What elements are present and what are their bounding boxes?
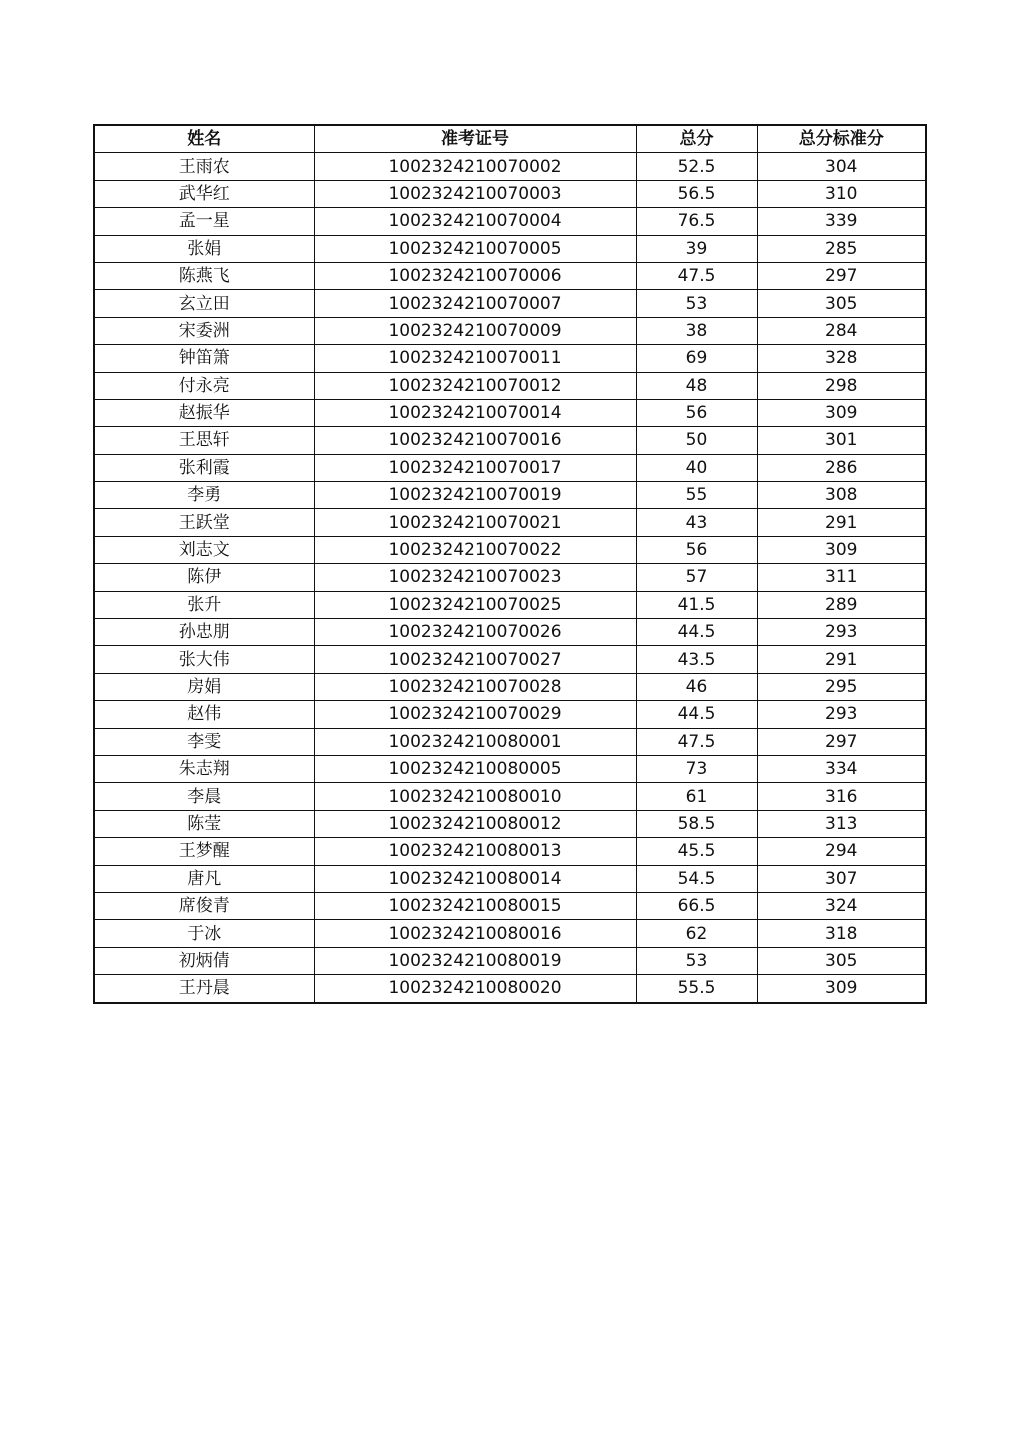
cell-name: 孟一星 [94,208,314,235]
cell-standard-score: 318 [757,920,926,947]
cell-exam-id: 1002324210070025 [314,591,636,618]
cell-total-score: 47.5 [636,262,757,289]
table-row [94,810,926,837]
cell-standard-score: 324 [757,892,926,919]
table-row [94,564,926,591]
cell-standard-score: 316 [757,783,926,810]
cell-name: 武华红 [94,180,314,207]
cell-exam-id: 1002324210080019 [314,947,636,974]
cell-name: 朱志翔 [94,755,314,782]
cell-name: 赵伟 [94,701,314,728]
cell-total-score: 53 [636,947,757,974]
table-row [94,262,926,289]
cell-total-score: 58.5 [636,810,757,837]
cell-total-score: 53 [636,290,757,317]
table-row [94,865,926,892]
cell-name: 张娟 [94,235,314,262]
cell-exam-id: 1002324210070003 [314,180,636,207]
cell-standard-score: 334 [757,755,926,782]
cell-exam-id: 1002324210070023 [314,564,636,591]
table-row [94,372,926,399]
cell-exam-id: 1002324210080013 [314,838,636,865]
cell-name: 张利霞 [94,454,314,481]
table-row [94,728,926,755]
cell-total-score: 48 [636,372,757,399]
table-row [94,180,926,207]
cell-standard-score: 297 [757,262,926,289]
table-row [94,838,926,865]
cell-total-score: 52.5 [636,153,757,180]
cell-name: 赵振华 [94,399,314,426]
cell-exam-id: 1002324210070005 [314,235,636,262]
cell-name: 宋委洲 [94,317,314,344]
cell-total-score: 50 [636,427,757,454]
table-row [94,290,926,317]
cell-standard-score: 311 [757,564,926,591]
cell-total-score: 44.5 [636,619,757,646]
cell-standard-score: 293 [757,619,926,646]
table-row [94,482,926,509]
cell-name: 王梦醒 [94,838,314,865]
cell-exam-id: 1002324210070012 [314,372,636,399]
cell-standard-score: 309 [757,399,926,426]
table-row [94,783,926,810]
table-row [94,427,926,454]
cell-total-score: 69 [636,345,757,372]
cell-name: 于冰 [94,920,314,947]
cell-exam-id: 1002324210070002 [314,153,636,180]
header-total-score: 总分 [636,125,757,153]
cell-name: 张升 [94,591,314,618]
cell-standard-score: 305 [757,947,926,974]
table-row [94,673,926,700]
cell-total-score: 56.5 [636,180,757,207]
table-row [94,591,926,618]
cell-total-score: 47.5 [636,728,757,755]
header-standard-score: 总分标准分 [757,125,926,153]
cell-exam-id: 1002324210080014 [314,865,636,892]
table-row [94,646,926,673]
cell-standard-score: 339 [757,208,926,235]
cell-name: 玄立田 [94,290,314,317]
cell-exam-id: 1002324210070004 [314,208,636,235]
cell-name: 唐凡 [94,865,314,892]
cell-exam-id: 1002324210080005 [314,755,636,782]
cell-total-score: 54.5 [636,865,757,892]
cell-exam-id: 1002324210070016 [314,427,636,454]
cell-exam-id: 1002324210070014 [314,399,636,426]
cell-standard-score: 328 [757,345,926,372]
cell-standard-score: 286 [757,454,926,481]
table-row [94,153,926,180]
header-name: 姓名 [94,125,314,153]
cell-total-score: 40 [636,454,757,481]
table-row [94,509,926,536]
table-row [94,454,926,481]
cell-name: 孙忠朋 [94,619,314,646]
table-row [94,619,926,646]
table-row [94,208,926,235]
table-row [94,399,926,426]
table-row [94,536,926,563]
table-row [94,947,926,974]
cell-total-score: 41.5 [636,591,757,618]
cell-standard-score: 284 [757,317,926,344]
cell-exam-id: 1002324210070029 [314,701,636,728]
cell-standard-score: 297 [757,728,926,755]
cell-name: 陈莹 [94,810,314,837]
cell-name: 王丹晨 [94,975,314,1003]
cell-name: 李雯 [94,728,314,755]
cell-standard-score: 310 [757,180,926,207]
table-row [94,317,926,344]
cell-name: 席俊青 [94,892,314,919]
cell-exam-id: 1002324210070006 [314,262,636,289]
cell-exam-id: 1002324210070027 [314,646,636,673]
cell-total-score: 61 [636,783,757,810]
cell-total-score: 57 [636,564,757,591]
cell-total-score: 38 [636,317,757,344]
cell-name: 王思轩 [94,427,314,454]
cell-total-score: 45.5 [636,838,757,865]
cell-standard-score: 313 [757,810,926,837]
cell-total-score: 62 [636,920,757,947]
cell-standard-score: 307 [757,865,926,892]
cell-exam-id: 1002324210080010 [314,783,636,810]
cell-standard-score: 289 [757,591,926,618]
cell-standard-score: 291 [757,509,926,536]
cell-exam-id: 1002324210070028 [314,673,636,700]
cell-standard-score: 308 [757,482,926,509]
cell-standard-score: 295 [757,673,926,700]
cell-exam-id: 1002324210070021 [314,509,636,536]
table-header-row [94,125,926,153]
table-row [94,345,926,372]
cell-name: 李勇 [94,482,314,509]
cell-name: 王雨农 [94,153,314,180]
cell-standard-score: 298 [757,372,926,399]
cell-exam-id: 1002324210070011 [314,345,636,372]
cell-name: 初炳倩 [94,947,314,974]
cell-exam-id: 1002324210080015 [314,892,636,919]
cell-standard-score: 285 [757,235,926,262]
cell-standard-score: 294 [757,838,926,865]
cell-name: 钟笛箫 [94,345,314,372]
cell-total-score: 39 [636,235,757,262]
cell-standard-score: 291 [757,646,926,673]
table-row [94,920,926,947]
cell-exam-id: 1002324210070026 [314,619,636,646]
cell-standard-score: 301 [757,427,926,454]
cell-total-score: 66.5 [636,892,757,919]
cell-exam-id: 1002324210070017 [314,454,636,481]
cell-standard-score: 304 [757,153,926,180]
cell-standard-score: 305 [757,290,926,317]
cell-total-score: 56 [636,399,757,426]
cell-exam-id: 1002324210070007 [314,290,636,317]
cell-name: 刘志文 [94,536,314,563]
table-row [94,975,926,1003]
cell-total-score: 76.5 [636,208,757,235]
table-body [94,153,926,1003]
cell-exam-id: 1002324210080001 [314,728,636,755]
cell-exam-id: 1002324210070019 [314,482,636,509]
cell-standard-score: 309 [757,536,926,563]
cell-total-score: 43.5 [636,646,757,673]
header-exam-id: 准考证号 [314,125,636,153]
cell-total-score: 56 [636,536,757,563]
cell-exam-id: 1002324210070009 [314,317,636,344]
cell-name: 陈燕飞 [94,262,314,289]
cell-total-score: 44.5 [636,701,757,728]
table-row [94,892,926,919]
cell-exam-id: 1002324210070022 [314,536,636,563]
cell-exam-id: 1002324210080012 [314,810,636,837]
cell-name: 付永亮 [94,372,314,399]
cell-name: 张大伟 [94,646,314,673]
cell-total-score: 46 [636,673,757,700]
cell-standard-score: 309 [757,975,926,1003]
cell-name: 房娟 [94,673,314,700]
cell-name: 陈伊 [94,564,314,591]
cell-total-score: 55 [636,482,757,509]
score-table [93,124,927,1004]
cell-name: 王跃堂 [94,509,314,536]
table-row [94,701,926,728]
cell-exam-id: 1002324210080020 [314,975,636,1003]
cell-name: 李晨 [94,783,314,810]
cell-total-score: 55.5 [636,975,757,1003]
cell-total-score: 73 [636,755,757,782]
cell-standard-score: 293 [757,701,926,728]
table-row [94,235,926,262]
table-row [94,755,926,782]
cell-total-score: 43 [636,509,757,536]
cell-exam-id: 1002324210080016 [314,920,636,947]
